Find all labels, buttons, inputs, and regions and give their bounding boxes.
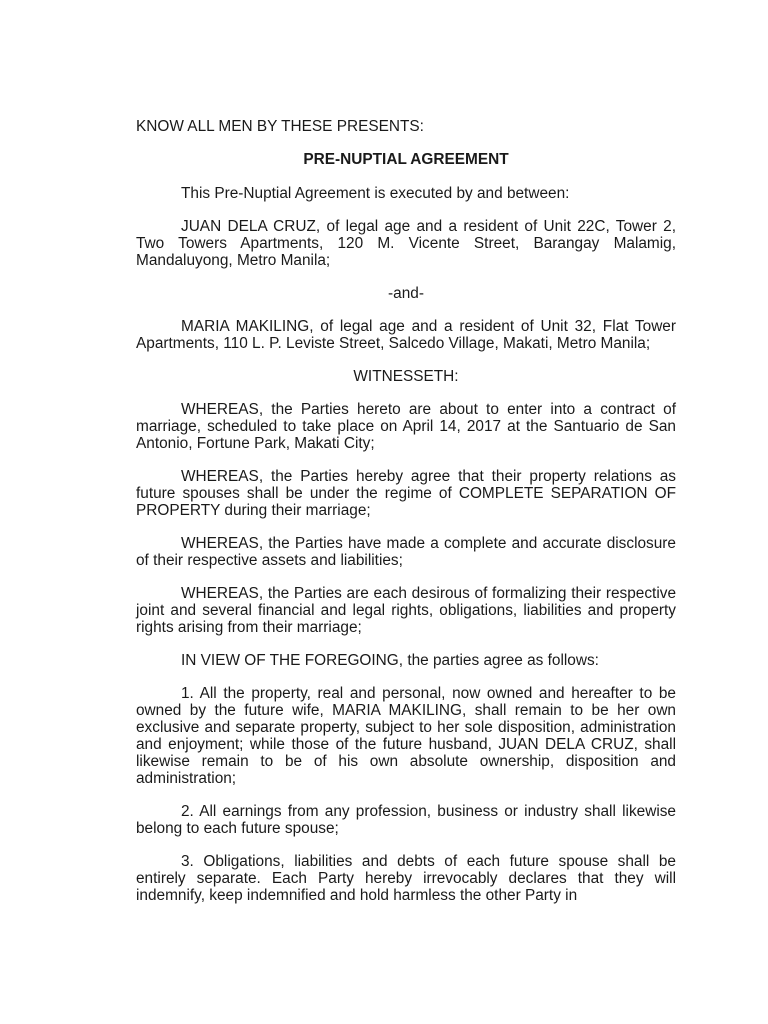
agreement-clause: 1. All the property, real and personal, now owned and hereafter to be owned by the future wife, MARIA MAKILING, shall remain to be her own exclusive and separate property, subject to her sole disposition, administration and enjoyment; while those of the future husband, JUAN DELA CRUZ, shall likewise remain to be of his own absolute ownership, disposition and administration;	[136, 685, 676, 787]
in-view-paragraph: IN VIEW OF THE FOREGOING, the parties agree as follows:	[181, 652, 599, 669]
agreement-clause: 2. All earnings from any profession, business or industry shall likewise belong to each future spouse;	[136, 803, 676, 837]
whereas-clause: WHEREAS, the Parties hereto are about to enter into a contract of marriage, scheduled to take place on April 14, 2017 at the Santuario de San Antonio, Fortune Park, Makati City;	[136, 401, 676, 452]
whereas-clause: WHEREAS, the Parties hereby agree that their property relations as future spouses shall be under the regime of COMPLETE SEPARATION OF PROPERTY during their marriage;	[136, 468, 676, 519]
witnesseth-heading: WITNESSETH:	[353, 368, 459, 385]
document-title: PRE-NUPTIAL AGREEMENT	[303, 151, 509, 168]
intro-paragraph: This Pre-Nuptial Agreement is executed by and between:	[181, 185, 570, 202]
whereas-clause: WHEREAS, the Parties have made a complete and accurate disclosure of their respective assets and liabilities;	[136, 535, 676, 569]
agreement-clause: 3. Obligations, liabilities and debts of each future spouse shall be entirely separate. Each Party hereby irrevocably declares that they will indemnify, keep indemnified and hold harmless the other Party in	[136, 853, 676, 904]
conjunction-line: -and-	[388, 285, 424, 302]
opening-line: KNOW ALL MEN BY THESE PRESENTS:	[136, 118, 424, 135]
party-two-paragraph: MARIA MAKILING, of legal age and a resident of Unit 32, Flat Tower Apartments, 110 L. P. Leviste Street, Salcedo Village, Makati, Metro Manila;	[136, 318, 676, 352]
party-one-paragraph: JUAN DELA CRUZ, of legal age and a resident of Unit 22C, Tower 2, Two Towers Apartments, 120 M. Vicente Street, Barangay Malamig, Mandaluyong, Metro Manila;	[136, 218, 676, 269]
whereas-clause: WHEREAS, the Parties are each desirous of formalizing their respective joint and several financial and legal rights, obligations, liabilities and property rights arising from their marriage;	[136, 585, 676, 636]
